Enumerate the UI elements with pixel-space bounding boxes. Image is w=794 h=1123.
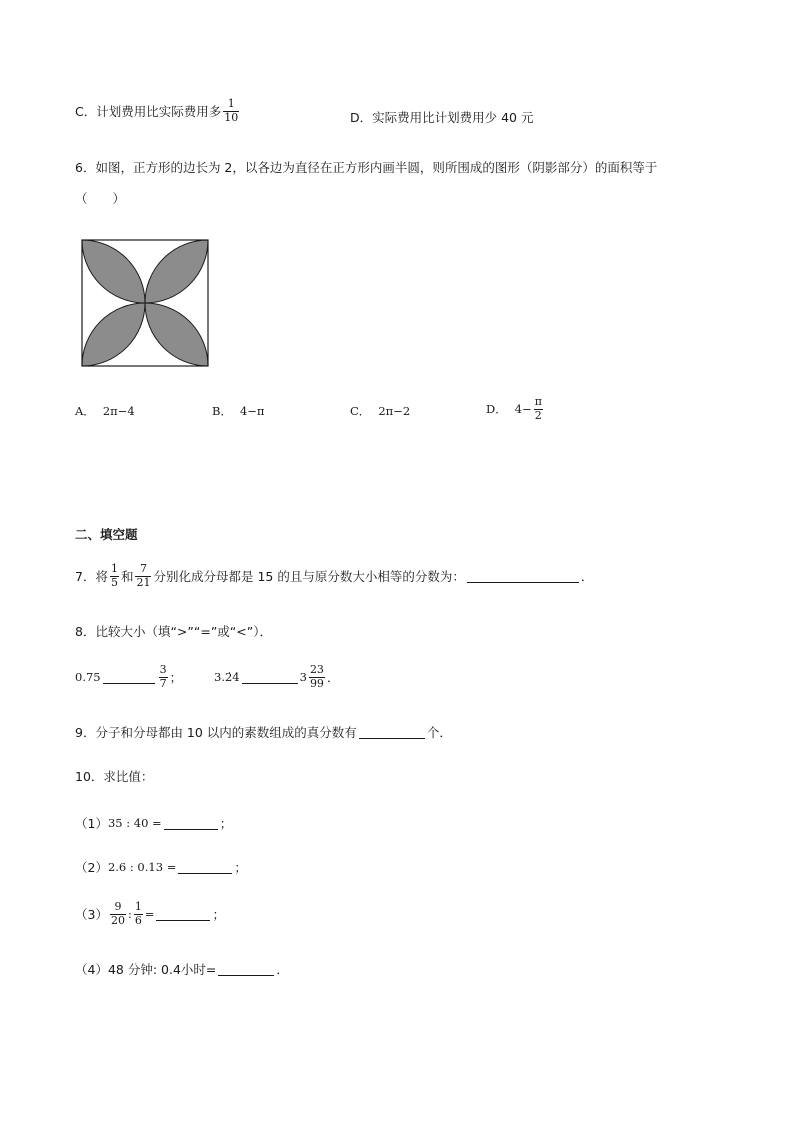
part-end: ． <box>276 962 289 977</box>
petal-top-left <box>82 240 145 303</box>
q6-figure <box>78 237 210 369</box>
q10-1-answer-blank[interactable] <box>164 817 218 830</box>
q8-part-a <box>75 664 182 690</box>
q7-fraction-2 <box>135 563 151 589</box>
q8-b-end: ． <box>326 670 340 686</box>
q10-3-fraction-1 <box>110 901 126 927</box>
q9-answer-blank[interactable] <box>359 726 425 739</box>
option-letter: D． <box>486 402 507 417</box>
part-label: （4） <box>75 962 108 977</box>
q5-option-c <box>75 98 241 124</box>
q10-3-answer-blank[interactable] <box>156 908 210 921</box>
q8-b-fraction <box>309 664 325 690</box>
part-expression: 2.6 : 0.13 = <box>107 860 177 874</box>
fraction-numerator: 23 <box>309 663 324 676</box>
part-end: ； <box>234 860 247 875</box>
part-expression: 35 : 40 = <box>107 816 162 830</box>
q7-pre: 7．将 <box>75 569 108 585</box>
q9 <box>75 723 452 741</box>
q6-option-a <box>75 403 135 419</box>
part-label: （2） <box>75 860 108 875</box>
q8-a-end: ； <box>169 670 183 686</box>
option-letter: B． <box>212 404 232 418</box>
q8-stem: 8．比较大小（填“>”“=”或“<”）． <box>75 624 272 639</box>
q7-fraction-1 <box>110 563 119 589</box>
option-value: 4−π <box>239 404 265 418</box>
q5-option-c-text: C．计划费用比实际费用多 <box>75 104 222 120</box>
fraction-numerator: 1 <box>227 97 235 110</box>
fraction-denominator: 5 <box>110 575 118 589</box>
equals-sign: = <box>144 907 155 922</box>
q10-4-answer-blank[interactable] <box>218 963 274 976</box>
fraction-denominator: 20 <box>110 913 125 927</box>
petal-top-right <box>145 240 208 303</box>
q8-a-answer-blank[interactable] <box>103 671 155 684</box>
fraction-numerator: 9 <box>114 900 122 913</box>
q6-stem-line2: （ ） <box>75 191 126 206</box>
q6-stem-line1: 6．如图，正方形的边长为 2，以各边为直径在正方形内画半圆，则所围成的图形（阴影部分）的面积等于 <box>75 160 658 175</box>
fraction-numerator: 1 <box>134 900 142 913</box>
fraction-numerator: 1 <box>110 562 118 575</box>
q10-3-fraction-2 <box>134 901 143 927</box>
q10-part-1 <box>75 814 232 832</box>
option-value: 2π−4 <box>102 404 135 418</box>
fraction-denominator: 2 <box>534 408 542 422</box>
section-title: 二、填空题 <box>75 527 138 542</box>
q10-part-4 <box>75 960 289 978</box>
option-value: 2π−2 <box>378 404 411 418</box>
q8-part-b <box>214 664 339 690</box>
fraction-denominator: 21 <box>136 575 151 589</box>
fraction-denominator: 6 <box>134 913 142 927</box>
part-end: ； <box>212 907 225 923</box>
petal-bottom-left <box>82 303 145 366</box>
q6-option-b <box>212 403 264 419</box>
q5-option-c-fraction <box>223 98 239 124</box>
q6-option-c <box>350 403 410 419</box>
q7-end: ． <box>580 569 594 585</box>
q8-a-fraction <box>159 664 168 690</box>
q9-pre: 9．分子和分母都由 10 以内的素数组成的真分数有 <box>75 725 357 740</box>
part-label: （1） <box>75 816 108 831</box>
petal-bottom-right <box>145 303 208 366</box>
part-label: （3） <box>75 907 108 923</box>
fraction-denominator: 99 <box>309 676 324 690</box>
q7-mid: 和 <box>120 569 134 585</box>
fraction-numerator: 3 <box>159 663 167 676</box>
q10-part-2 <box>75 858 247 876</box>
q8-a-left: 0.75 <box>75 670 101 685</box>
fraction-numerator: 7 <box>139 562 147 575</box>
q8-b-left: 3.2̇4̇ <box>214 670 240 685</box>
option-letter: C． <box>350 404 371 418</box>
option-value-prefix: 4− <box>514 402 532 417</box>
q7-post: 分别化成分母都是 15 的且与原分数大小相等的分数为： <box>153 569 465 585</box>
q7 <box>75 563 593 589</box>
fraction-numerator: π <box>534 395 542 408</box>
q5-option-d: D．实际费用比计划费用少 40 元 <box>350 110 534 125</box>
option-d-fraction <box>534 396 543 422</box>
q10-part-3 <box>75 901 225 927</box>
q9-post: 个． <box>426 725 452 740</box>
q7-answer-blank[interactable] <box>467 570 579 583</box>
q10-2-answer-blank[interactable] <box>178 861 232 874</box>
part-end: ； <box>219 816 233 831</box>
part-expression: 48 分钟: 0.4小时= <box>107 962 217 977</box>
q10-title: 10．求比值： <box>75 769 154 784</box>
fraction-denominator: 7 <box>159 676 167 690</box>
fraction-denominator: 10 <box>224 110 239 124</box>
ratio-colon: : <box>127 907 132 922</box>
q6-option-d <box>486 396 545 422</box>
option-letter: A． <box>75 404 95 418</box>
q8-b-whole: 3 <box>299 670 307 685</box>
q8-b-answer-blank[interactable] <box>242 671 298 684</box>
